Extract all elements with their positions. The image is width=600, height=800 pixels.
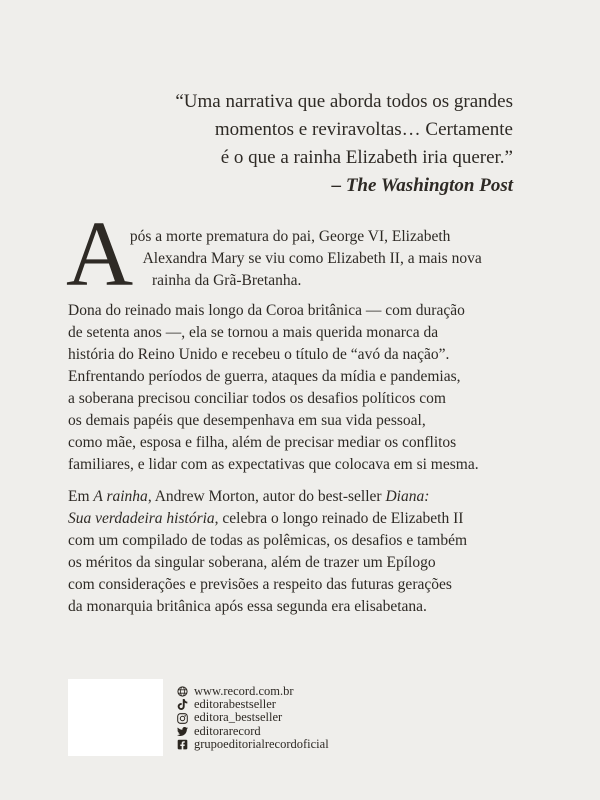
facebook-icon (177, 739, 188, 750)
barcode-placeholder (68, 679, 163, 756)
lead-paragraph-text: pós a morte prematura do pai, George VI, Elizabeth Alexandra Mary se viu como Elizabeth II, a mais nova rainha da Grã-Bretanha. (129, 228, 482, 289)
social-links (177, 679, 329, 751)
twitter-icon (177, 726, 188, 737)
social-link-twitter (177, 725, 329, 738)
globe-icon (177, 686, 188, 697)
review-quote: “Uma narrativa que aborda todos os grandes momentos e reviravoltas… Certamente é o que a rainha Elizabeth iria querer.” (175, 91, 513, 168)
body-copy (66, 203, 560, 618)
paragraph-author: Em A rainha, Andrew Morton, autor do best-seller Diana: Sua verdadeira história, celebra o longo reinado de Elizabeth II com um compilado de todas as polêmicas, os desafios e também os méritos da singular soberana, além de trazer um Epílogo com considerações e previsões a respeito das futuras gerações da monarquia britânica após essa segunda era elisabetana. (68, 488, 468, 615)
social-link-label: editorarecord (194, 723, 261, 738)
drop-cap-letter: A (66, 203, 134, 306)
social-link-label: editora_bestseller (194, 710, 283, 725)
instagram-icon (177, 713, 188, 724)
social-link-instagram (177, 711, 329, 724)
social-link-facebook (177, 738, 329, 751)
footer (68, 679, 329, 756)
social-link-label: grupoeditorialrecordoficial (194, 736, 329, 751)
social-link-label: www.record.com.br (194, 684, 294, 698)
social-link-label: editorabestseller (194, 697, 276, 712)
paragraph-reign: Dona do reinado mais longo da Coroa britânica — com duração de setenta anos —, ela se tornou a mais querida monarca da história do Reino Unido e recebeu o título de “avó da nação”. Enfrentando períodos de guerra, ataques da mídia e pandemias, a soberana precisou conciliar todos os desafios políticos com os demais papéis que desempenhava em sua vida pessoal, como mãe, esposa e filha, além de precisar mediar os conflitos familiares, e lidar com as expectativas que colocava em si mesma. (68, 302, 479, 473)
lead-paragraph (66, 203, 560, 306)
tiktok-icon (177, 699, 188, 710)
quote-attribution: – The Washington Post (331, 175, 513, 196)
